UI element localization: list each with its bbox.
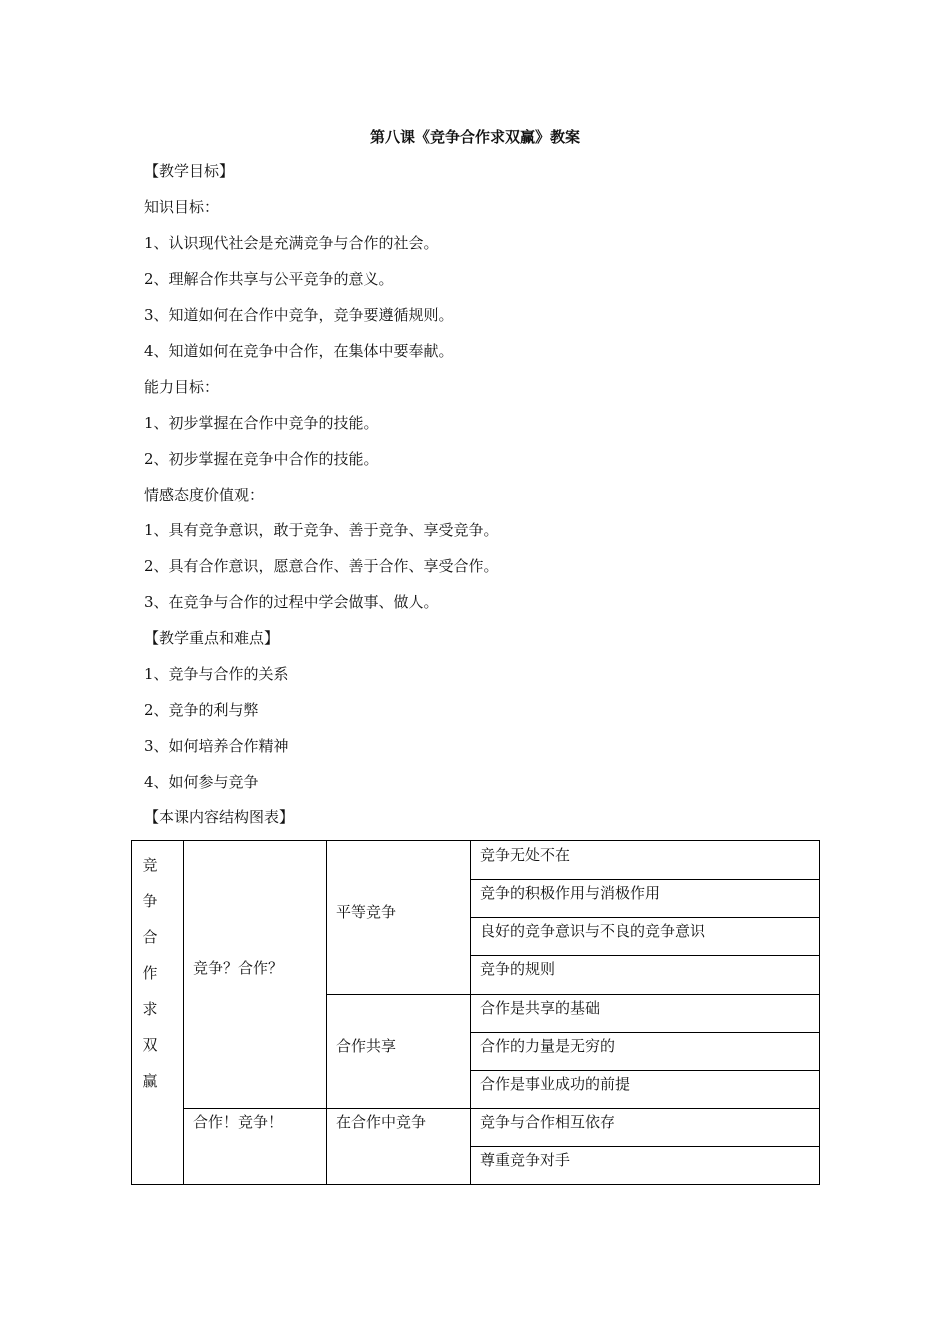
list-item: 2、初步掌握在竞争中合作的技能。 (144, 450, 379, 468)
table-cell-level3: 竞争的积极作用与消极作用 (480, 884, 661, 902)
list-item: 2、理解合作共享与公平竞争的意义。 (144, 270, 394, 288)
subheading-knowledge-goals: 知识目标： (144, 198, 220, 216)
table-divider (470, 879, 819, 880)
table-divider (470, 1032, 819, 1033)
table-cell-level2: 在合作中竞争 (336, 1113, 427, 1131)
table-divider (470, 841, 471, 1184)
list-item: 3、知道如何在合作中竞争，竞争要遵循规则。 (144, 306, 454, 324)
section-heading-teaching-goals: 【教学目标】 (144, 162, 235, 180)
table-cell-level3: 竞争无处不在 (480, 846, 571, 864)
root-char: 赢 (142, 1072, 158, 1090)
table-cell-level3: 竞争的规则 (480, 960, 556, 978)
table-cell-level3: 合作是事业成功的前提 (480, 1075, 631, 1093)
table-root-title (140, 847, 160, 1099)
table-cell-level2: 平等竞争 (336, 903, 397, 921)
subheading-ability-goals: 能力目标： (144, 378, 220, 396)
root-char: 作 (142, 964, 158, 982)
list-item: 2、竞争的利与弊 (144, 701, 259, 719)
table-divider (183, 841, 184, 1184)
table-cell-level3: 尊重竞争对手 (480, 1151, 571, 1169)
root-char: 合 (142, 928, 158, 946)
table-divider (470, 917, 819, 918)
list-item: 1、竞争与合作的关系 (144, 665, 289, 683)
table-divider (470, 1070, 819, 1071)
list-item: 4、如何参与竞争 (144, 773, 259, 791)
table-cell-level1: 竞争？合作？ (193, 959, 284, 977)
list-item: 4、知道如何在竞争中合作，在集体中要奉献。 (144, 342, 454, 360)
table-divider (470, 1146, 819, 1147)
table-cell-level3: 合作是共享的基础 (480, 999, 601, 1017)
subheading-values: 情感态度价值观： (144, 486, 265, 504)
list-item: 3、如何培养合作精神 (144, 737, 289, 755)
table-divider (326, 841, 327, 1184)
root-char: 双 (142, 1036, 158, 1054)
table-cell-level3: 良好的竞争意识与不良的竞争意识 (480, 922, 706, 940)
table-cell-level3: 合作的力量是无穷的 (480, 1037, 616, 1055)
table-divider (326, 994, 819, 995)
root-char: 争 (142, 892, 158, 910)
root-char: 竞 (142, 856, 158, 874)
section-heading-key-points: 【教学重点和难点】 (144, 629, 280, 647)
page-title: 第八课《竞争合作求双赢》教案 (369, 128, 580, 146)
list-item: 1、认识现代社会是充满竞争与合作的社会。 (144, 234, 439, 252)
table-cell-level3: 竞争与合作相互依存 (480, 1113, 616, 1131)
list-item: 2、具有合作意识，愿意合作、善于合作、享受合作。 (144, 557, 499, 575)
table-cell-level1: 合作！竞争！ (193, 1113, 284, 1131)
root-char: 求 (142, 1000, 158, 1018)
structure-table (131, 840, 820, 1185)
section-heading-structure-chart: 【本课内容结构图表】 (144, 808, 295, 826)
table-cell-level2: 合作共享 (336, 1037, 397, 1055)
table-divider (183, 1108, 819, 1109)
table-divider (470, 955, 819, 956)
list-item: 1、初步掌握在合作中竞争的技能。 (144, 414, 379, 432)
list-item: 3、在竞争与合作的过程中学会做事、做人。 (144, 593, 439, 611)
list-item: 1、具有竞争意识，敢于竞争、善于竞争、享受竞争。 (144, 521, 499, 539)
